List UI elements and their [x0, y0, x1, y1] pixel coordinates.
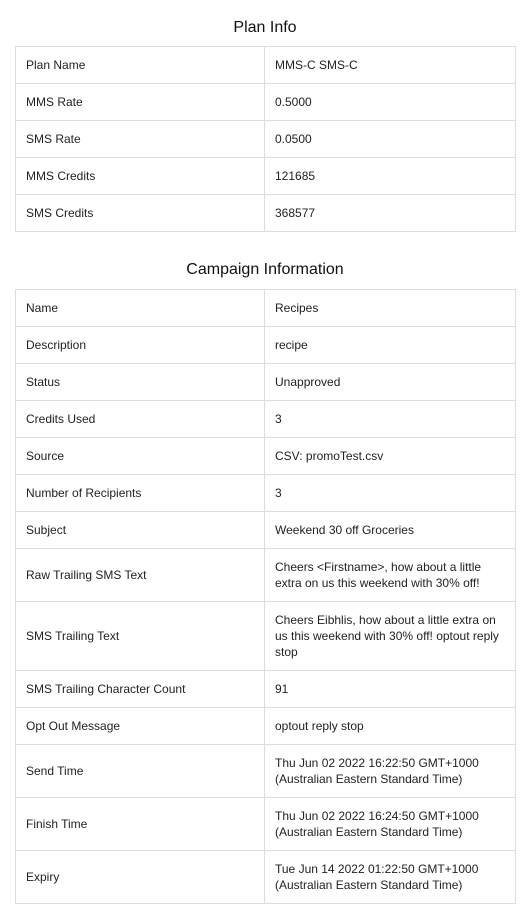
description-value: recipe	[265, 327, 516, 364]
table-row	[16, 745, 516, 798]
sms-credits-value: 368577	[265, 195, 516, 232]
description-label: Description	[16, 327, 265, 364]
campaign-name-value: Recipes	[265, 290, 516, 327]
table-row	[16, 549, 516, 602]
credits-used-value: 3	[265, 401, 516, 438]
expiry-value: Tue Jun 14 2022 01:22:50 GMT+1000 (Australian Eastern Standard Time)	[275, 862, 479, 892]
raw-trailing-sms-text-cell	[265, 549, 516, 602]
expiry-cell	[265, 851, 516, 904]
expiry-label: Expiry	[16, 851, 265, 904]
subject-value: Weekend 30 off Groceries	[265, 512, 516, 549]
subject-label: Subject	[16, 512, 265, 549]
opt-out-message-value: optout reply stop	[265, 708, 516, 745]
table-row	[16, 671, 516, 708]
table-row	[16, 327, 516, 364]
campaign-information-title: Campaign Information	[186, 261, 344, 278]
plan-info-title: Plan Info	[233, 19, 297, 36]
raw-trailing-sms-text-value: Cheers <Firstname>, how about a little extra on us this weekend with 30% off!	[275, 560, 482, 590]
source-value: CSV: promoTest.csv	[265, 438, 516, 475]
number-of-recipients-value: 3	[265, 475, 516, 512]
mms-credits-label: MMS Credits	[16, 158, 265, 195]
sms-trailing-text-label: SMS Trailing Text	[16, 602, 265, 671]
sms-trailing-text-value: Cheers Eibhlis, how about a little extra on us this weekend with 30% off! optout reply stop	[275, 613, 499, 659]
campaign-name-label: Name	[16, 290, 265, 327]
sms-trailing-character-count-label: SMS Trailing Character Count	[16, 671, 265, 708]
table-row	[16, 364, 516, 401]
mms-rate-value: 0.5000	[265, 84, 516, 121]
table-row	[16, 708, 516, 745]
plan-name-label: Plan Name	[16, 47, 265, 84]
table-row	[16, 84, 516, 121]
sms-trailing-character-count-value: 91	[265, 671, 516, 708]
plan-info-table	[15, 46, 516, 232]
table-row	[16, 602, 516, 671]
credits-used-label: Credits Used	[16, 401, 265, 438]
mms-credits-value: 121685	[265, 158, 516, 195]
send-time-value: Thu Jun 02 2022 16:22:50 GMT+1000 (Australian Eastern Standard Time)	[275, 756, 479, 786]
table-row	[16, 195, 516, 232]
table-row	[16, 290, 516, 327]
table-row	[16, 158, 516, 195]
mms-rate-label: MMS Rate	[16, 84, 265, 121]
finish-time-value: Thu Jun 02 2022 16:24:50 GMT+1000 (Australian Eastern Standard Time)	[275, 809, 479, 839]
status-value: Unapproved	[265, 364, 516, 401]
finish-time-label: Finish Time	[16, 798, 265, 851]
send-time-label: Send Time	[16, 745, 265, 798]
finish-time-cell	[265, 798, 516, 851]
table-row	[16, 512, 516, 549]
raw-trailing-sms-text-label: Raw Trailing SMS Text	[16, 549, 265, 602]
sms-credits-label: SMS Credits	[16, 195, 265, 232]
table-row	[16, 47, 516, 84]
table-row	[16, 798, 516, 851]
campaign-information-table	[15, 289, 516, 904]
send-time-cell	[265, 745, 516, 798]
table-row	[16, 851, 516, 904]
sms-rate-label: SMS Rate	[16, 121, 265, 158]
table-row	[16, 401, 516, 438]
opt-out-message-label: Opt Out Message	[16, 708, 265, 745]
source-label: Source	[16, 438, 265, 475]
status-label: Status	[16, 364, 265, 401]
plan-name-value: MMS-C SMS-C	[265, 47, 516, 84]
table-row	[16, 438, 516, 475]
sms-rate-value: 0.0500	[265, 121, 516, 158]
sms-trailing-text-cell	[265, 602, 516, 671]
table-row	[16, 475, 516, 512]
table-row	[16, 121, 516, 158]
number-of-recipients-label: Number of Recipients	[16, 475, 265, 512]
